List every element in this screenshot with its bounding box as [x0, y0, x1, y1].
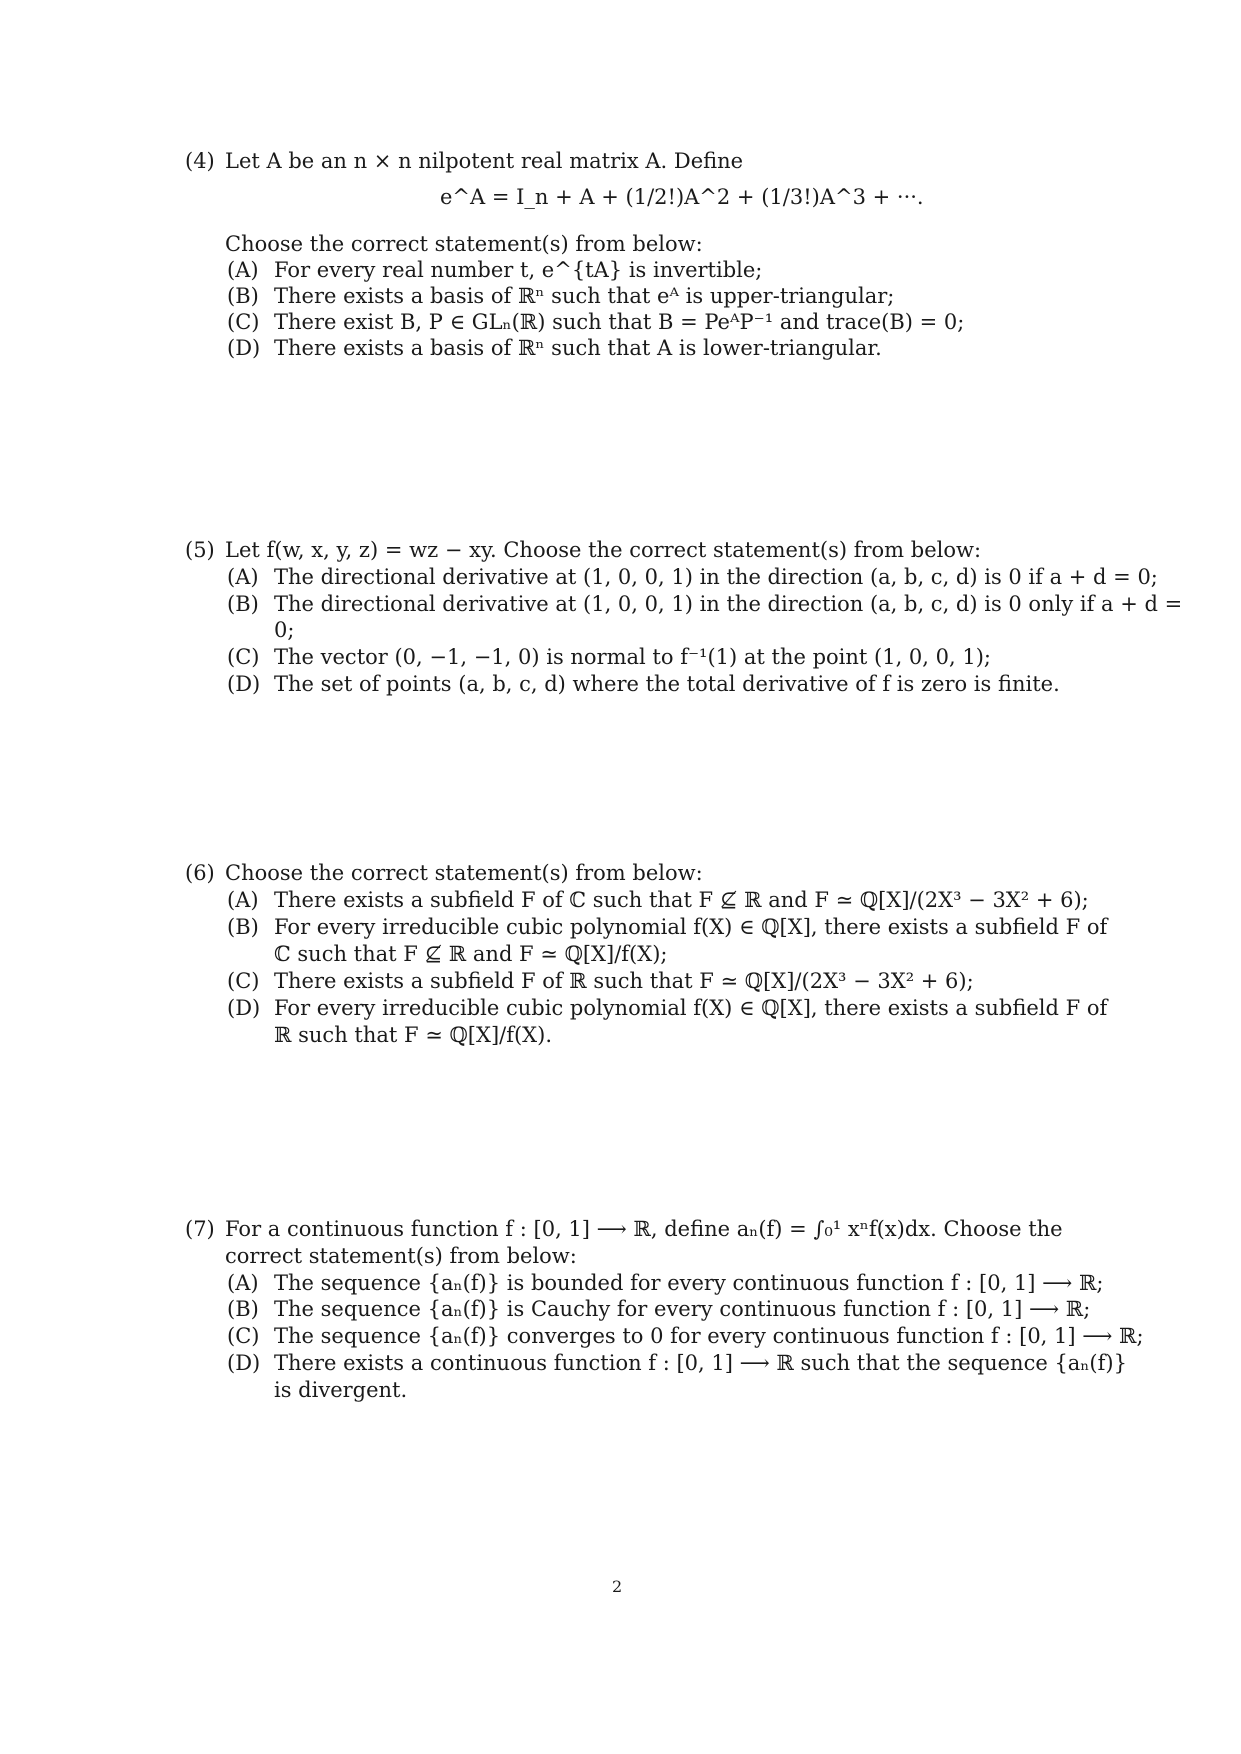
q7-option-b-label: (B) — [227, 1297, 259, 1321]
q7-intro-continuation: correct statement(s) from below: — [225, 1244, 577, 1268]
q5-option-c — [227, 644, 991, 671]
q4-option-c-label: (C) — [227, 310, 260, 334]
q4-display-formula — [440, 184, 924, 211]
q4-option-c — [227, 309, 964, 336]
q5-option-b-text: The directional derivative at (1, 0, 0, 1) in the direction (a, b, c, d) is 0 only if a + d = — [274, 592, 1183, 616]
q7-option-c-text: The sequence {aₙ(f)} converges to 0 for every continuous function f : [0, 1] ⟶ ℝ; — [274, 1324, 1144, 1348]
q5-option-a-text: The directional derivative at (1, 0, 0, 1) in the direction (a, b, c, d) is 0 if a + d = 0; — [274, 565, 1158, 589]
q4-option-b-text: There exists a basis of ℝⁿ such that eᴬ is upper-triangular; — [274, 284, 895, 308]
q6-number: (6) — [185, 861, 215, 885]
question-5 — [185, 537, 1183, 707]
question-4 — [185, 148, 1090, 378]
q5-option-a-label: (A) — [227, 565, 259, 589]
q7-number: (7) — [185, 1217, 215, 1241]
q4-number: (4) — [185, 149, 215, 173]
q7-option-d — [227, 1350, 1127, 1377]
q5-option-c-text: The vector (0, −1, −1, 0) is normal to f⁻¹(1) at the point (1, 0, 0, 1); — [274, 645, 991, 669]
q6-option-c — [227, 968, 974, 995]
q6-option-b-continuation: ℂ such that F ⊈ ℝ and F ≃ ℚ[X]/f(X); — [274, 942, 668, 966]
q5-option-b — [227, 591, 1182, 618]
q6-option-d — [227, 995, 1107, 1022]
q7-option-d-label: (D) — [227, 1351, 261, 1375]
q7-option-c-label: (C) — [227, 1324, 260, 1348]
q7-option-b — [227, 1296, 1090, 1323]
q6-option-a-label: (A) — [227, 888, 259, 912]
q6-option-a-text: There exists a subfield F of ℂ such that F ⊈ ℝ and F ≃ ℚ[X]/(2X³ − 3X² + 6); — [274, 888, 1089, 912]
q5-option-a — [227, 564, 1158, 591]
page-number: 2 — [612, 1577, 623, 1596]
q4-option-b-label: (B) — [227, 284, 259, 308]
q4-option-a-text: For every real number t, e^{tA} is invertible; — [274, 258, 763, 282]
q6-option-b-text: For every irreducible cubic polynomial f(X) ∈ ℚ[X], there exists a subfield F of — [274, 915, 1108, 939]
question-7 — [185, 1216, 1144, 1416]
q4-option-c-text: There exist B, P ∈ GLₙ(ℝ) such that B = PeᴬP⁻¹ and trace(B) = 0; — [274, 310, 965, 334]
q5-option-d-text: The set of points (a, b, c, d) where the total derivative of f is zero is finite. — [274, 672, 1060, 696]
q5-option-d-label: (D) — [227, 672, 261, 696]
q7-option-d-continuation: is divergent. — [274, 1378, 408, 1402]
q4-option-d — [227, 335, 882, 362]
q4-formula-text: e^A = I_n + A + (1/2!)A^2 + (1/3!)A^3 + ···. — [440, 185, 924, 209]
q6-option-d-continuation: ℝ such that F ≃ ℚ[X]/f(X). — [274, 1023, 552, 1047]
q4-option-b — [227, 283, 894, 310]
q5-number: (5) — [185, 538, 215, 562]
q4-prompt: Choose the correct statement(s) from below: — [225, 232, 703, 256]
q7-option-d-text: There exists a continuous function f : [0, 1] ⟶ ℝ such that the sequence {aₙ(f)} — [274, 1351, 1127, 1375]
q6-option-c-text: There exists a subfield F of ℝ such that F ≃ ℚ[X]/(2X³ − 3X² + 6); — [274, 969, 974, 993]
q6-option-d-label: (D) — [227, 996, 261, 1020]
q4-option-d-text: There exists a basis of ℝⁿ such that A is lower-triangular. — [274, 336, 882, 360]
q7-option-c — [227, 1323, 1144, 1350]
q5-option-c-label: (C) — [227, 645, 260, 669]
q4-option-a — [227, 257, 762, 284]
q5-intro: Let f(w, x, y, z) = wz − xy. Choose the correct statement(s) from below: — [225, 538, 982, 562]
q6-option-d-text: For every irreducible cubic polynomial f(X) ∈ ℚ[X], there exists a subfield F of — [274, 996, 1108, 1020]
q6-option-c-label: (C) — [227, 969, 260, 993]
q5-option-b-continuation: 0; — [274, 618, 295, 642]
q5-option-b-label: (B) — [227, 592, 259, 616]
q7-option-b-text: The sequence {aₙ(f)} is Cauchy for every continuous function f : [0, 1] ⟶ ℝ; — [274, 1297, 1091, 1321]
q7-intro: For a continuous function f : [0, 1] ⟶ ℝ, define aₙ(f) = ∫₀¹ xⁿf(x)dx. Choose the — [225, 1217, 1063, 1241]
q4-option-d-label: (D) — [227, 336, 261, 360]
q5-option-d — [227, 671, 1060, 698]
q6-option-b-label: (B) — [227, 915, 259, 939]
q7-option-a-label: (A) — [227, 1271, 259, 1295]
q6-option-b — [227, 914, 1107, 941]
question-6 — [185, 860, 1108, 1060]
q7-option-a-text: The sequence {aₙ(f)} is bounded for every continuous function f : [0, 1] ⟶ ℝ; — [274, 1271, 1104, 1295]
q6-intro: Choose the correct statement(s) from below: — [225, 861, 703, 885]
q4-option-a-label: (A) — [227, 258, 259, 282]
q6-option-a — [227, 887, 1089, 914]
q4-intro: Let A be an n × n nilpotent real matrix A. Define — [225, 149, 744, 173]
q7-option-a — [227, 1270, 1103, 1297]
